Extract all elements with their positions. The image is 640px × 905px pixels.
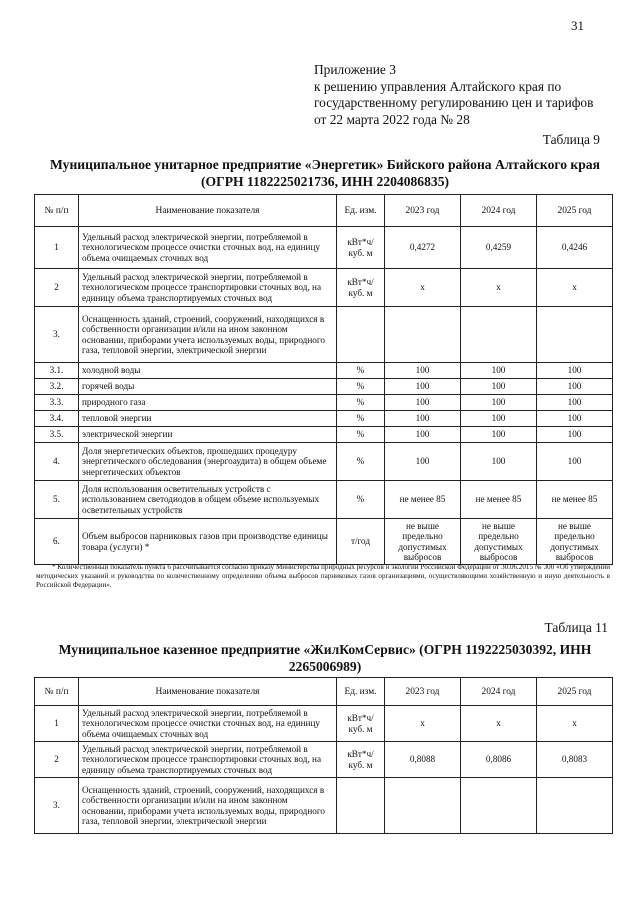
row-2023: 100	[385, 379, 461, 395]
row-2025: х	[537, 269, 613, 307]
row-2025: 100	[537, 379, 613, 395]
row-name: Доля использования осветительных устройств с использованием светодиодов в общем объеме используемых осветительных устройств	[79, 481, 337, 519]
table-row	[35, 706, 613, 742]
row-num: 1	[35, 706, 79, 742]
table11-title: Муниципальное казенное предприятие «ЖилКомСервис» (ОГРН 1192225030392, ИНН 2265006989)	[58, 642, 592, 674]
header-unit: Ед. изм.	[337, 195, 385, 227]
row-name: электрической энергии	[79, 427, 337, 443]
row-2025	[537, 307, 613, 363]
row-num: 3.	[35, 778, 79, 834]
row-2025: х	[537, 706, 613, 742]
row-name: Оснащенность зданий, строений, сооружений, находящихся в собственности организации и/или на ином законном основании, приборами учета используемых воды, природного газа, тепловой энергии, электрической энергии	[79, 307, 337, 363]
appendix-line: Приложение 3	[314, 62, 396, 77]
table9-title: Муниципальное унитарное предприятие «Энергетик» Бийского района Алтайского края (ОГРН 1182225021736, ИНН 2204086835)	[50, 157, 600, 189]
row-2023: 0,4272	[385, 227, 461, 269]
header-num: № п/п	[35, 678, 79, 706]
row-num: 6.	[35, 519, 79, 565]
row-2025: 0,8083	[537, 742, 613, 778]
row-2023	[385, 778, 461, 834]
row-name: Удельный расход электрической энергии, потребляемой в технологическом процессе очистки сточных вод, на единицу объема очищаемых сточных вод	[79, 227, 337, 269]
table-row	[35, 742, 613, 778]
table-row	[35, 379, 613, 395]
row-2024: 100	[461, 395, 537, 411]
row-unit	[337, 778, 385, 834]
header-num: № п/п	[35, 195, 79, 227]
table-row	[35, 778, 613, 834]
row-2023: 0,8088	[385, 742, 461, 778]
row-2024: не выше предельно допустимых выбросов	[461, 519, 537, 565]
appendix-header	[314, 62, 593, 128]
row-name: Оснащенность зданий, строений, сооружений, находящихся в собственности организации и/или на ином законном основании, приборами учета используемых воды, природного газа, тепловой энергии, электрической энергии	[79, 778, 337, 834]
row-name: Удельный расход электрической энергии, потребляемой в технологическом процессе транспортировки сточных вод, на единицу объема транспортируемых сточных вод	[79, 269, 337, 307]
row-name: тепловой энергии	[79, 411, 337, 427]
row-num: 5.	[35, 481, 79, 519]
row-2024: х	[461, 706, 537, 742]
table-row	[35, 307, 613, 363]
row-2025: 0,4246	[537, 227, 613, 269]
row-2025: не менее 85	[537, 481, 613, 519]
row-name: горячей воды	[79, 379, 337, 395]
row-2024	[461, 307, 537, 363]
appendix-line: от 22 марта 2022 года № 28	[314, 111, 470, 127]
row-2023: не менее 85	[385, 481, 461, 519]
row-2023: 100	[385, 395, 461, 411]
table9-label: Таблица 9	[542, 132, 600, 147]
appendix-line: к решению управления Алтайского края по	[314, 78, 562, 94]
table-header-row	[35, 195, 613, 227]
header-name: Наименование показателя	[79, 195, 337, 227]
header-2025: 2025 год	[537, 195, 613, 227]
row-2024: 100	[461, 379, 537, 395]
row-2023: 100	[385, 363, 461, 379]
row-2024: не менее 85	[461, 481, 537, 519]
row-2024: 100	[461, 443, 537, 481]
header-2023: 2023 год	[385, 195, 461, 227]
row-2023: 100	[385, 427, 461, 443]
table-row	[35, 443, 613, 481]
row-unit: %	[337, 363, 385, 379]
row-2023: х	[385, 269, 461, 307]
row-2023	[385, 307, 461, 363]
row-unit: %	[337, 443, 385, 481]
row-num: 1	[35, 227, 79, 269]
table9	[34, 194, 613, 565]
row-num: 4.	[35, 443, 79, 481]
row-name: Доля энергетических объектов, прошедших процедуру энергетического обследования (энергоаудита) в общем объеме энергетических объектов	[79, 443, 337, 481]
page-number: 31	[571, 18, 584, 33]
header-2024: 2024 год	[461, 195, 537, 227]
table11	[34, 677, 613, 834]
row-num: 3.3.	[35, 395, 79, 411]
row-num: 3.	[35, 307, 79, 363]
row-2024: 100	[461, 427, 537, 443]
header-unit: Ед. изм.	[337, 678, 385, 706]
row-name: холодной воды	[79, 363, 337, 379]
row-2025: не выше предельно допустимых выбросов	[537, 519, 613, 565]
row-2024: 100	[461, 363, 537, 379]
table-row	[35, 363, 613, 379]
row-unit: %	[337, 411, 385, 427]
row-unit: %	[337, 427, 385, 443]
header-2023: 2023 год	[385, 678, 461, 706]
row-num: 2	[35, 742, 79, 778]
row-2024: 100	[461, 411, 537, 427]
header-2025: 2025 год	[537, 678, 613, 706]
table-row	[35, 269, 613, 307]
table-header-row	[35, 678, 613, 706]
row-unit: кВт*ч/куб. м	[337, 227, 385, 269]
row-2023: не выше предельно допустимых выбросов	[385, 519, 461, 565]
row-unit: т/год	[337, 519, 385, 565]
row-2024: 0,8086	[461, 742, 537, 778]
row-unit: кВт*ч/куб. м	[337, 742, 385, 778]
row-2025: 100	[537, 395, 613, 411]
row-unit: %	[337, 481, 385, 519]
row-name: Удельный расход электрической энергии, потребляемой в технологическом процессе транспортировки сточных вод, на единицу объема транспортируемых сточных вод	[79, 742, 337, 778]
table-row	[35, 519, 613, 565]
row-2024	[461, 778, 537, 834]
table-row	[35, 411, 613, 427]
row-2025: 100	[537, 411, 613, 427]
header-2024: 2024 год	[461, 678, 537, 706]
row-name: Объем выбросов парниковых газов при производстве единицы товара (услуги) *	[79, 519, 337, 565]
row-unit: %	[337, 379, 385, 395]
row-num: 3.5.	[35, 427, 79, 443]
row-num: 3.4.	[35, 411, 79, 427]
table-row	[35, 481, 613, 519]
row-2024: 0,4259	[461, 227, 537, 269]
table-row	[35, 227, 613, 269]
row-unit: кВт*ч/куб. м	[337, 269, 385, 307]
table-row	[35, 395, 613, 411]
header-name: Наименование показателя	[79, 678, 337, 706]
row-unit: %	[337, 395, 385, 411]
row-2025	[537, 778, 613, 834]
row-num: 2	[35, 269, 79, 307]
row-2025: 100	[537, 427, 613, 443]
row-2025: 100	[537, 443, 613, 481]
table11-label: Таблица 11	[544, 620, 608, 635]
row-2023: 100	[385, 411, 461, 427]
row-unit	[337, 307, 385, 363]
row-num: 3.1.	[35, 363, 79, 379]
row-2025: 100	[537, 363, 613, 379]
row-2024: х	[461, 269, 537, 307]
appendix-line: государственному регулированию цен и тарифов	[314, 95, 594, 110]
row-unit: кВт*ч/куб. м	[337, 706, 385, 742]
table-row	[35, 427, 613, 443]
table9-footnote: * Количественный показатель пункта 6 рассчитывается согласно приказу Министерства природных ресурсов и экологии Российской Федерации от 30.06.2015 № 300 «Об утверждении методических указаний и руководства по количественному определению объема выбросов парниковых газов организациями, осуществляющими хозяйственную и иную деятельность в Российской Федерации».	[36, 563, 610, 589]
row-name: природного газа	[79, 395, 337, 411]
row-name: Удельный расход электрической энергии, потребляемой в технологическом процессе очистки сточных вод, на единицу объема очищаемых сточных вод	[79, 706, 337, 742]
row-2023: х	[385, 706, 461, 742]
row-2023: 100	[385, 443, 461, 481]
row-num: 3.2.	[35, 379, 79, 395]
